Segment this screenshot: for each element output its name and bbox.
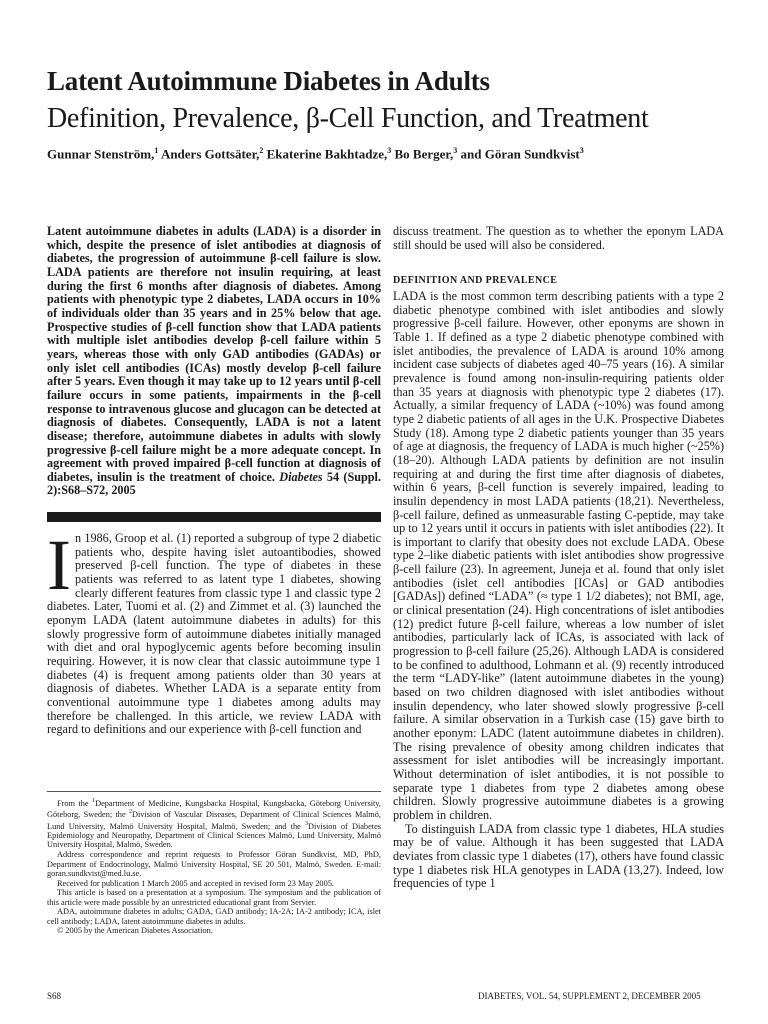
footnote-correspondence: Address correspondence and reprint requests to Professor Göran Sundkvist, MD, PhD, Department of Endocrinology, Malmö University Hospital, SE 20 501, Malmö, Sweden. E-mail: goran.sundkvist@med.lu.se. — [47, 850, 381, 879]
body-paragraph: LADA is the most common term describing patients with a type 2 diabetic phenotype combined with islet antibodies and slowly progressive β-cell failure. However, other eponyms are shown in Table 1. If defined as a type 2 diabetic phenotype combined with islet antibodies, the prevalence of LADA is around 10% among incident case subjects of diabetes aged 40–75 years (16). A similar prevalence is found among non-insulin-requiring patients older than 35 years at diagnosis with phenotypic type 2 diabetes (17). Actually, a similar frequency of LADA (~10%) was found among type 2 diabetic patients of all ages in the U.K. Prospective Diabetes Study (18). Among type 2 diabetic patients younger than 35 years of age at diagnosis, the frequency of LADA is much higher (~25%) (18–20). Although LADA patients by definition are not insulin requiring at and during the first time after diagnosis of diabetes, within 6 years, β-cell function is severely impaired, leading to insulin dependency in most LADA patients (18,21). Nevertheless, β-cell failure, defined as unmeasurable fasting C-peptide, may take up to 12 years until it occurs in patients with islet antibodies (22). It is important to clarify that obesity does not exclude LADA. Obese type 2–like diabetic patients with islet antibodies show progressive β-cell failure (23). In agreement, Juneja et al. found that only islet antibodies (islet cell antibodies [ICAs] or GAD antibodies [GADAs]) defined “LADA” (≈ type 1 1/2 diabetes); not BMI, age, or clinical presentation (24). High concentrations of islet antibodies (12) predict future β-cell failure, whereas a low number of islet antibodies, particularly lack of ICAs, is associated with lack of progression to β-cell failure (25,26). Although LADA is considered to be confined to adulthood, Lohmann et al. (9) recently introduced the term “LADY-like” (latent autoimmune diabetes in the young) based on two children diagnosed with islet antibodies without insulin dependency, who later showed slowly progressive β-cell failure. A similar observation in a Turkish case (15) gave birth to another eponym: LADC (latent autoimmune diabetes in children). The rising prevalence of obesity among children indicates that assessment for islet antibodies will be increasingly important. Without determination of islet antibodies, it is not possible to separate type 1 diabetes from type 2 diabetes among obese children. Slowly progressive autoimmune diabetes is a growing problem in children. — [393, 289, 724, 822]
author-name: Anders Gottsäter, — [160, 146, 260, 162]
author-name: Ekaterine Bakhtadze, — [266, 146, 388, 162]
author-affiliation-mark: 3 — [453, 146, 458, 155]
intro-text: n 1986, Groop et al. (1) reported a subgroup of type 2 diabetic patients who, despite having islet autoantibodies, showed preserved β-cell function. The type of diabetes in these patients was referred to as latent type 1 diabetes, showing clearly different features from classic type 1 and classic type 2 diabetes. Later, Tuomi et al. (2) and Zimmet et al. (3) launched the eponym LADA (latent autoimmune diabetes in adults) for this slowly progressive form of autoimmune diabetes initially managed with diet and oral hypoglycemic agents before becoming insulin requiring. However, it is now clear that classic autoimmune type 1 diabetes (4) is frequent among patients older than 30 years at diagnosis of diabetes. Whether LADA is a separate entity from conventional autoimmune type 1 diabetes among adults may therefore be challenged. In this article, we review LADA with regard to definitions and our experience with β-cell function and — [47, 531, 381, 737]
author-affiliation-mark: 1 — [154, 146, 159, 155]
abstract-citation-volume: 54 (Suppl. 2):S68–S72, 2005 — [47, 469, 381, 498]
section-heading: DEFINITION AND PREVALENCE — [393, 275, 558, 286]
footnote-copyright: © 2005 by the American Diabetes Association. — [57, 926, 213, 936]
author-affiliation-mark: 3 — [387, 146, 392, 155]
author-name: Bo Berger, — [394, 146, 454, 162]
section-divider-bar — [47, 512, 381, 522]
author-name: Gunnar Stenström, — [47, 146, 155, 162]
drop-cap: I — [47, 525, 71, 605]
author-affiliation-mark: 2 — [259, 146, 264, 155]
abstract-text: Latent autoimmune diabetes in adults (LADA) is a disorder in which, despite the presence of islet antibodies at diagnosis of diabetes, the progression of autoimmune β-cell failure is slow. LADA patients are therefore not insulin requiring, at least during the first 6 months after diagnosis of diabetes. Among patients with phenotypic type 2 diabetes, LADA occurs in 10% of individuals older than 35 years and in 25% below that age. Prospective studies of β-cell function show that LADA patients with multiple islet antibodies develop β-cell failure within 5 years, whereas those with only GAD antibodies (GADAs) or only islet cell antibodies (ICAs) mostly develop β-cell failure after 5 years. Even though it may take up to 12 years until β-cell failure occurs in some patients, impairments in the β-cell response to intravenous glucose and glucagon can be detected at diagnosis of diabetes. Consequently, LADA is not a latent disease; therefore, autoimmune diabetes in adults with slowly progressive β-cell failure might be a more adequate concept. In agreement with proved impaired β-cell function at diagnosis of diabetes, insulin is the treatment of choice. — [47, 224, 381, 484]
footnote-received: Received for publication 1 March 2005 and accepted in revised form 23 May 2005. — [57, 878, 334, 888]
paper-subtitle: Definition, Prevalence, β-Cell Function, and Treatment — [47, 103, 649, 134]
paper-title: Latent Autoimmune Diabetes in Adults — [47, 66, 490, 96]
page-number: S68 — [47, 991, 62, 1001]
author-list — [47, 146, 584, 162]
introduction — [47, 525, 381, 737]
footnote-affiliations: From the $^1$Department of Medicine, Kungsbacka Hospital, Kungsbacka, Göteborg University, Göteborg, Sweden; the $^2$Division of Vascular Diseases, Department of Clinical Sciences Malmö, Lund University, Malmö University Hospital, Malmö, Sweden; and the $^3$Division of Diabetes Epidemiology and Neuropathy, Department of Clinical Sciences Malmö, Lund University, Malmö University Hospital, Malmö, Sweden. — [47, 798, 381, 850]
footnotes — [47, 797, 381, 936]
intro-continuation: discuss treatment. The question as to whether the eponym LADA still should be used will also be considered. — [393, 224, 724, 252]
abstract-citation-journal: Diabetes — [279, 469, 323, 484]
footnote-symposium: This article is based on a presentation at a symposium. The symposium and the publication of this article were made possible by an unrestricted educational grant from Servier. — [47, 888, 381, 907]
definition-section-body — [393, 290, 724, 891]
footnote-rule — [47, 791, 381, 792]
author-affiliation-mark: 3 — [579, 146, 584, 155]
author-name: and Göran Sundkvist — [460, 146, 580, 162]
abstract — [47, 225, 381, 498]
running-footer: DIABETES, VOL. 54, SUPPLEMENT 2, DECEMBER 2005 — [478, 991, 701, 1001]
footnote-abbreviations: ADA, autoimmune diabetes in adults; GADA, GAD antibody; IA-2A; IA-2 antibody; ICA, islet cell antibody; LADA, latent autoimmune diabetes in adults. — [47, 907, 381, 926]
body-paragraph: To distinguish LADA from classic type 1 diabetes, HLA studies may be of value. Although it has been suggested that LADA deviates from classic type 1 diabetes (17), others have found classic type 1 diabetes risk HLA genotypes in LADA (13,27). Indeed, low frequencies of type 1 — [393, 821, 724, 891]
